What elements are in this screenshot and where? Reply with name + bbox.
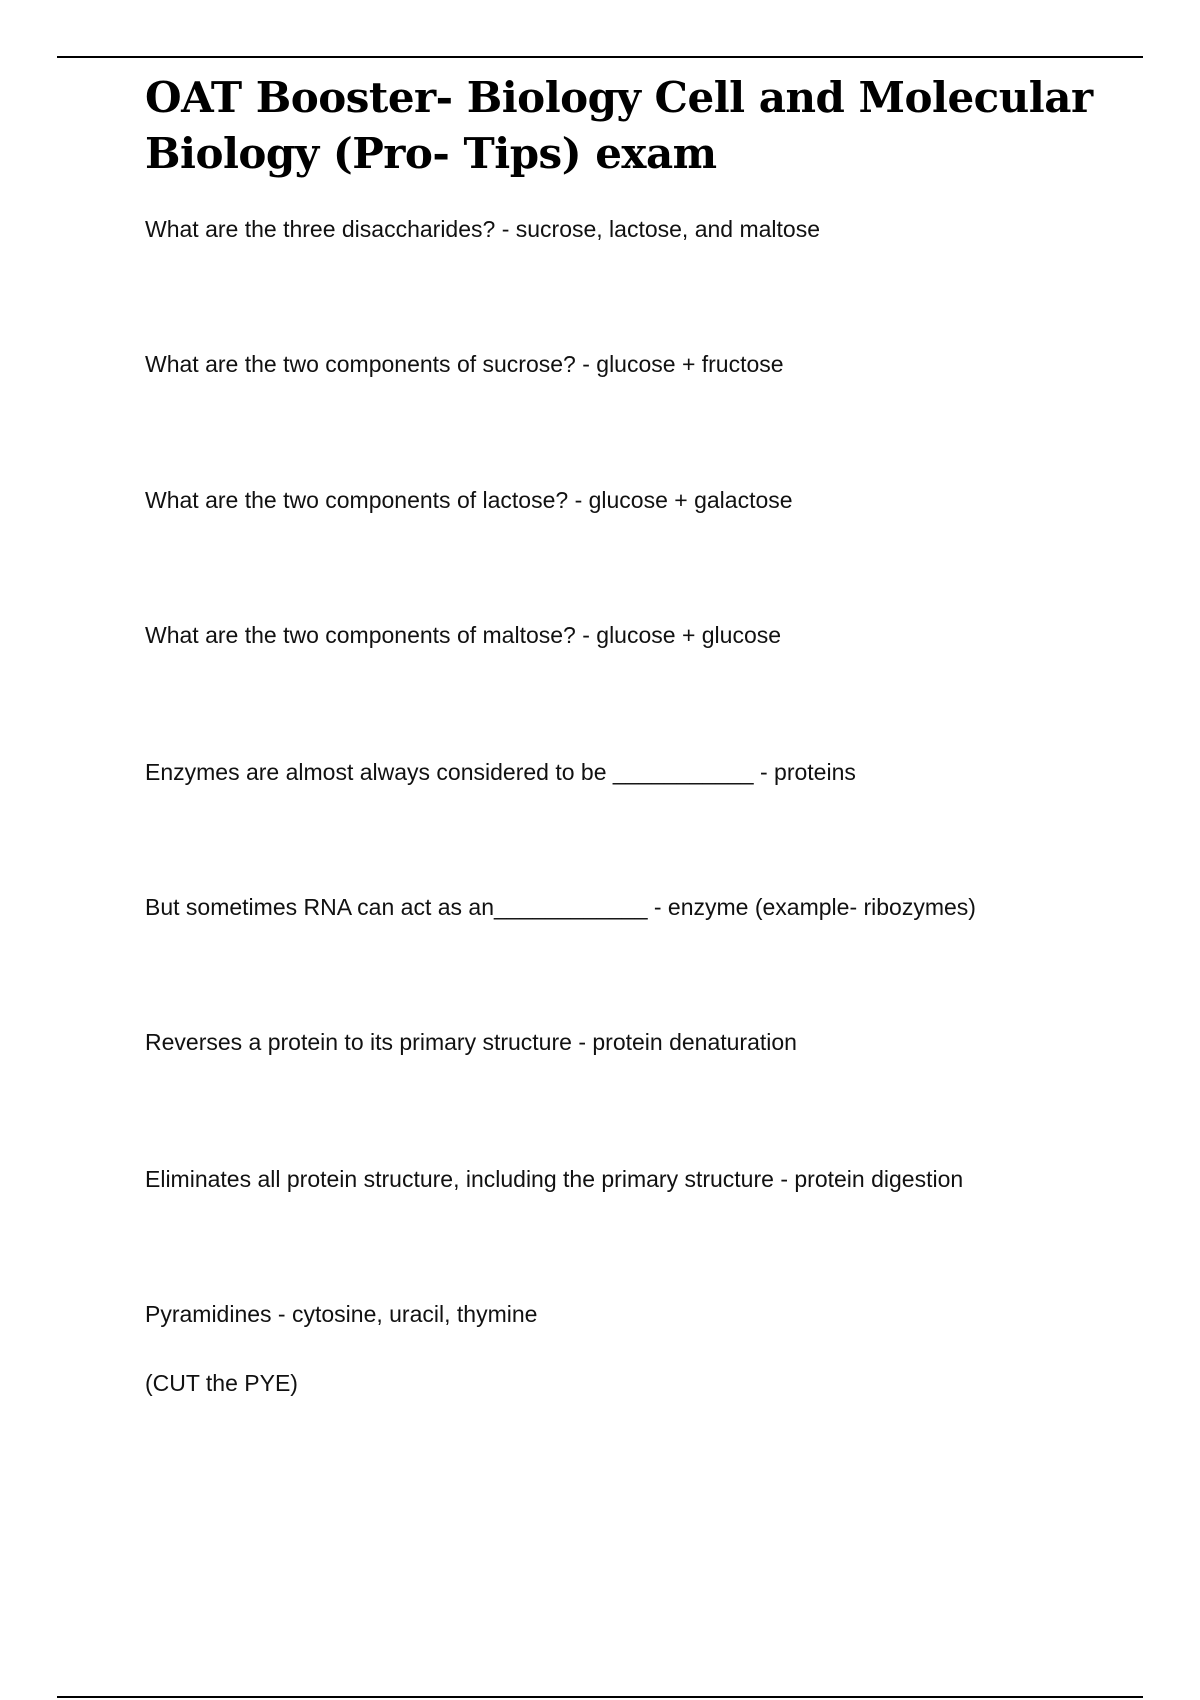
- qa-item-mnemonic: (CUT the PYE): [145, 1370, 298, 1396]
- qa-item-rna-enzyme: But sometimes RNA can act as an____________ - enzyme (example- ribozymes): [145, 894, 976, 920]
- qa-item-maltose: What are the two components of maltose? - glucose + glucose: [145, 622, 782, 648]
- qa-item-sucrose: What are the two components of sucrose? - glucose + fructose: [145, 351, 784, 377]
- qa-item-disaccharides: What are the three disaccharides? - sucrose, lactose, and maltose: [145, 216, 821, 242]
- qa-item-pyrimidines: Pyramidines - cytosine, uracil, thymine: [145, 1301, 538, 1327]
- qa-item-digestion: Eliminates all protein structure, including the primary structure - protein digestion: [145, 1166, 964, 1192]
- qa-item-denaturation: Reverses a protein to its primary structure - protein denaturation: [145, 1029, 797, 1055]
- document-title: OAT Booster- Biology Cell and Molecular Biology (Pro- Tips) exam: [145, 73, 1093, 178]
- top-rule: [57, 56, 1143, 58]
- qa-item-enzymes: Enzymes are almost always considered to be ___________ - proteins: [145, 759, 856, 785]
- bottom-rule: [57, 1696, 1143, 1698]
- document-header: [145, 70, 1145, 182]
- qa-item-lactose: What are the two components of lactose? - glucose + galactose: [145, 487, 793, 513]
